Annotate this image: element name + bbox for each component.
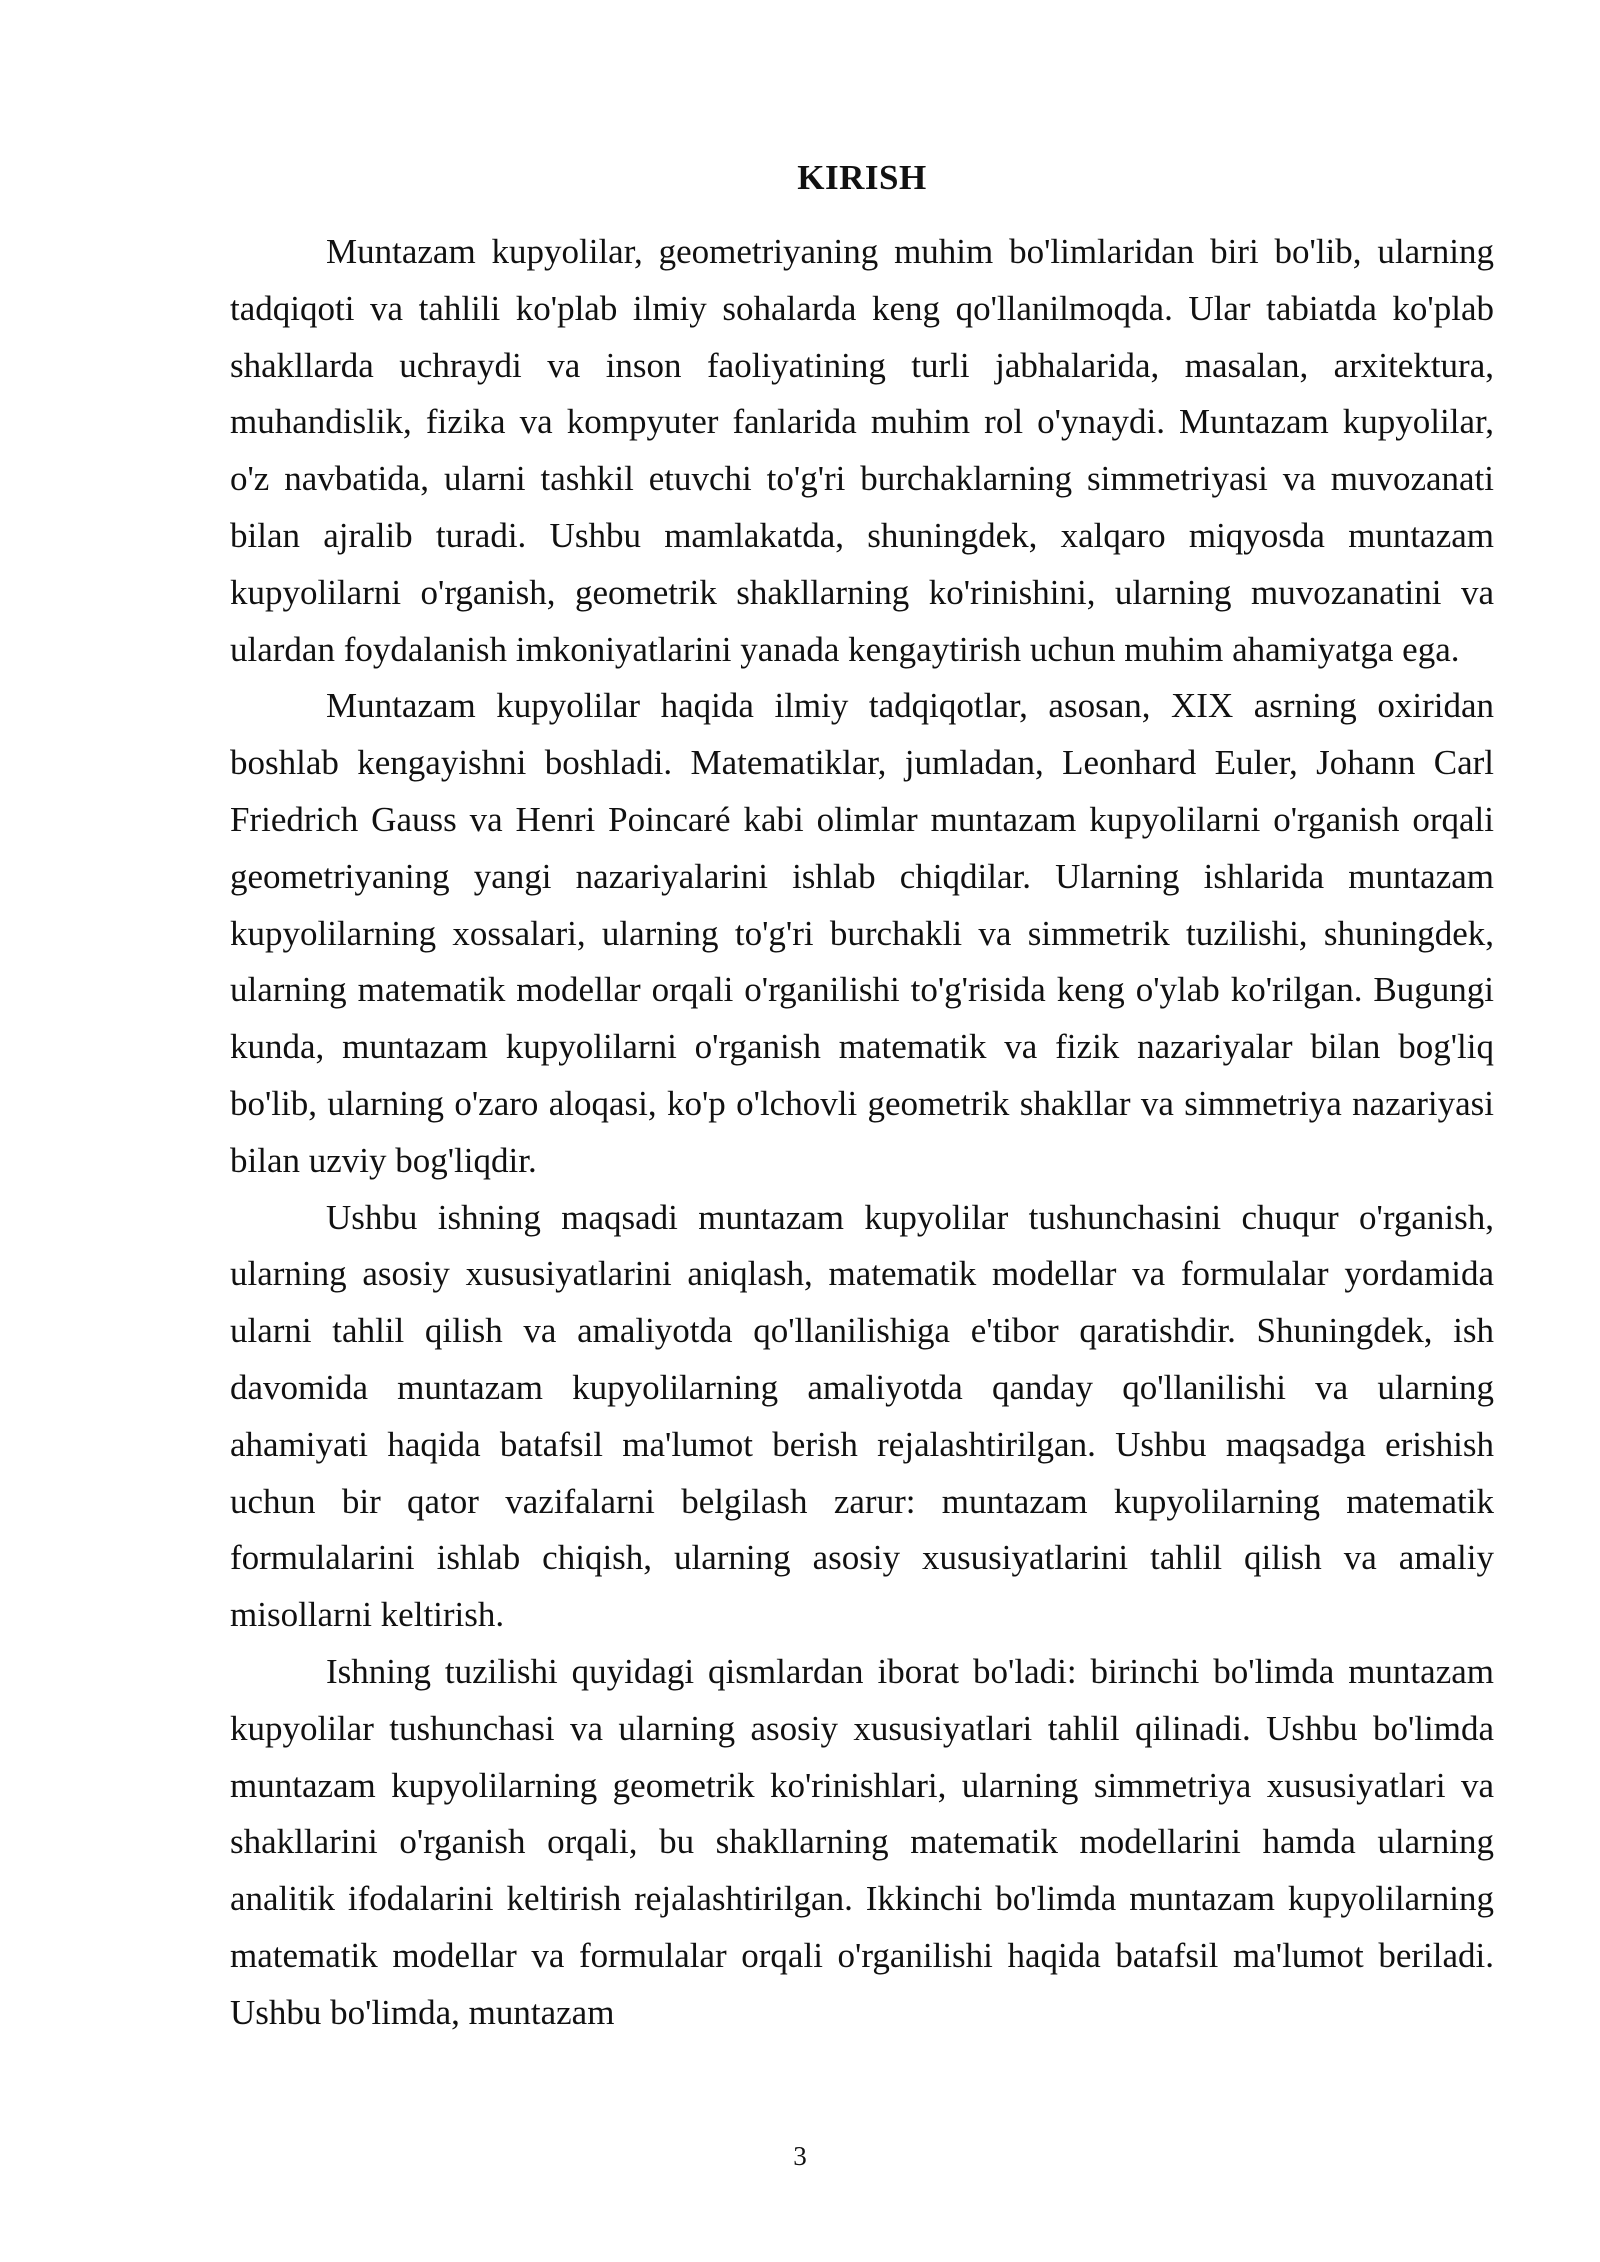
section-title: KIRISH: [797, 158, 927, 197]
paragraph-3: Ushbu ishning maqsadi muntazam kupyolilar tushunchasini chuqur o'rganish, ularning asosiy xususiyatlarini aniqlash, matematik modellar va formulalar yordamida ularni tahlil qilish va amaliyotda qo'llanilishiga e'tibor qaratishdir. Shuningdek, ish davomida muntazam kupyolilarning amaliyotda qanday qo'llanilishi va ularning ahamiyati haqida batafsil ma'lumot berish rejalashtirilgan. Ushbu maqsadga erishish uchun bir qator vazifalarni belgilash zarur: muntazam kupyolilarning matematik formulalarini ishlab chiqish, ularning asosiy xususiyatlarini tahlil qilish va amaliy misollarni keltirish.: [230, 1197, 1494, 1635]
paragraph-1: Muntazam kupyolilar, geometriyaning muhim bo'limlaridan biri bo'lib, ularning tadqiqoti va tahlili ko'plab ilmiy sohalarda keng qo'llanilmoqda. Ular tabiatda ko'plab shakllarda uchraydi va inson faoliyatining turli jabhalarida, masalan, arxitektura, muhandislik, fizika va kompyuter fanlarida muhim rol o'ynaydi. Muntazam kupyolilar, o'z navbatida, ularni tashkil etuvchi to'g'ri burchaklarning simmetriyasi va muvozanati bilan ajralib turadi. Ushbu mamlakatda, shuningdek, xalqaro miqyosda muntazam kupyolilarni o'rganish, geometrik shakllarning ko'rinishini, ularning muvozanatini va ulardan foydalanish imkoniyatlarini yanada kengaytirish uchun muhim ahamiyatga ega.: [230, 232, 1494, 669]
paragraph-4: Ishning tuzilishi quyidagi qismlardan iborat bo'ladi: birinchi bo'limda muntazam kupyolilar tushunchasi va ularning asosiy xususiyatlari tahlil qilinadi. Ushbu bo'limda muntazam kupyolilarning geometrik ko'rinishlari, ularning simmetriya xususiyatlari va shakllarini o'rganish orqali, bu shakllarning matematik modellarini hamda ularning analitik ifodalarini keltirish rejalashtirilgan. Ikkinchi bo'limda muntazam kupyolilarning matematik modellar va formulalar orqali o'rganilishi haqida batafsil ma'lumot beriladi. Ushbu bo'limda, muntazam: [230, 1651, 1494, 2032]
paragraph-2: Muntazam kupyolilar haqida ilmiy tadqiqotlar, asosan, XIX asrning oxiridan boshlab kengayishni boshladi. Matematiklar, jumladan, Leonhard Euler, Johann Carl Friedrich Gauss va Henri Poincaré kabi olimlar muntazam kupyolilarni o'rganish orqali geometriyaning yangi nazariyalarini ishlab chiqdilar. Ularning ishlarida muntazam kupyolilarning xossalari, ularning to'g'ri burchakli va simmetrik tuzilishi, shuningdek, ularning matematik modellar orqali o'rganilishi to'g'risida keng o'ylab ko'rilgan. Bugungi kunda, muntazam kupyolilarni o'rganish matematik va fizik nazariyalar bilan bog'liq bo'lib, ularning o'zaro aloqasi, ko'p o'lchovli geometrik shakllar va simmetriya nazariyasi bilan uzviy bog'liqdir.: [230, 686, 1494, 1180]
page-number: 3: [793, 2141, 807, 2171]
page-content: [230, 158, 1494, 2042]
